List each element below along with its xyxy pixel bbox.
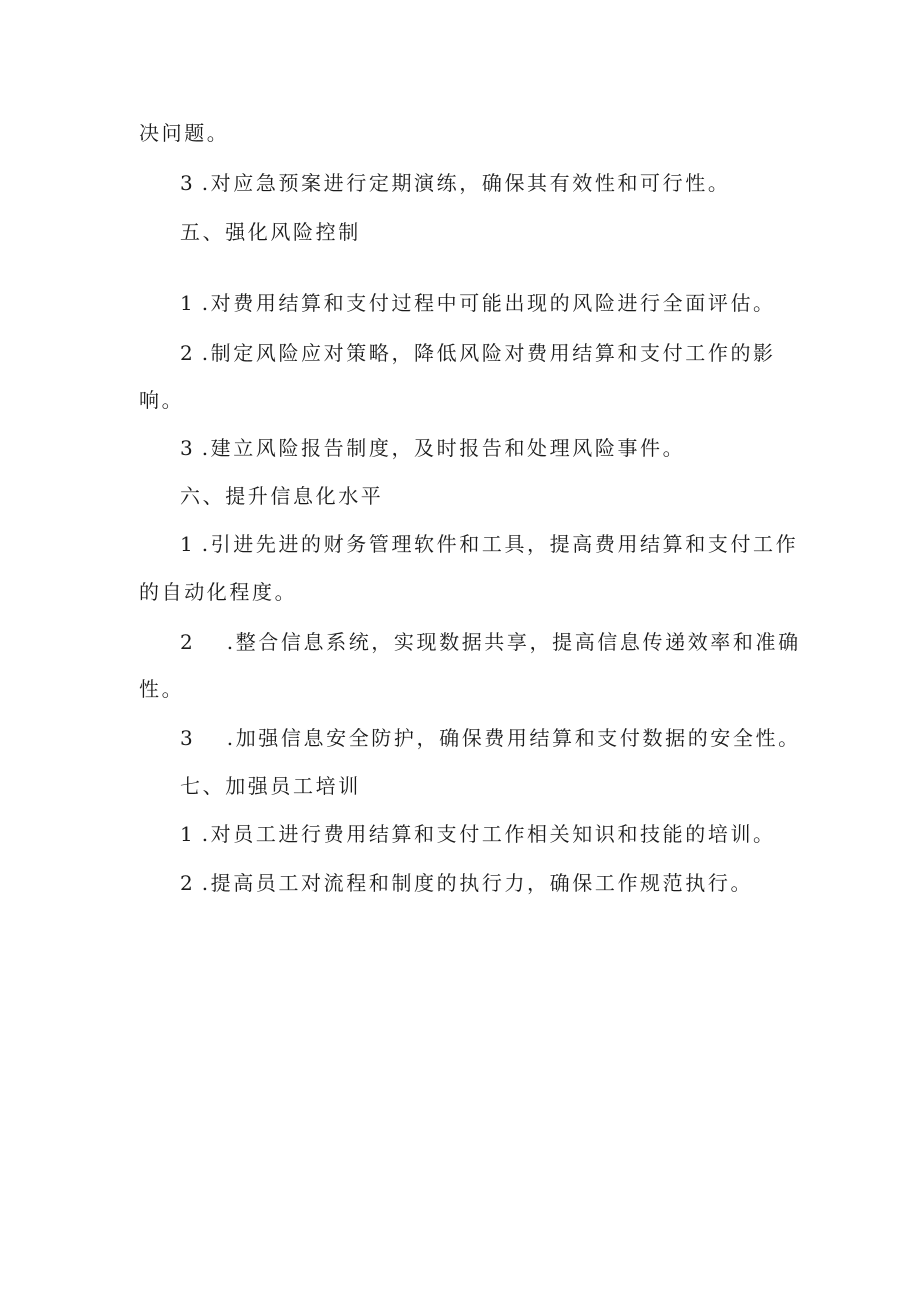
list-number: 3	[180, 171, 193, 195]
section-heading: 六、提升信息化水平	[180, 484, 384, 508]
list-number: 2	[180, 341, 193, 365]
list-item-continuation: 的自动化程度。	[139, 580, 298, 604]
section-heading: 七、加强员工培训	[180, 774, 361, 798]
list-text: .对费用结算和支付过程中可能出现的风险进行全面评估。	[201, 291, 776, 315]
section-heading: 五、强化风险控制	[180, 220, 361, 244]
list-item	[180, 289, 776, 317]
list-text: .整合信息系统，实现数据共享，提高信息传递效率和准确	[226, 630, 801, 654]
list-number: 2	[180, 630, 193, 654]
list-text: .对应急预案进行定期演练，确保其有效性和可行性。	[201, 171, 731, 195]
list-item	[180, 869, 753, 897]
list-item	[180, 628, 801, 656]
list-item-continuation: 性。	[139, 677, 185, 701]
list-number: 2	[180, 871, 193, 895]
list-number: 3	[180, 726, 193, 750]
list-number: 1	[180, 532, 193, 556]
list-item	[180, 724, 801, 752]
list-item-continuation: 响。	[139, 388, 185, 412]
list-item	[180, 434, 685, 462]
list-item	[180, 530, 798, 558]
list-number: 1	[180, 822, 193, 846]
list-item	[180, 820, 776, 848]
list-text: .引进先进的财务管理软件和工具，提高费用结算和支付工作	[201, 532, 799, 556]
list-number: 3	[180, 436, 193, 460]
list-text: .提高员工对流程和制度的执行力，确保工作规范执行。	[201, 871, 754, 895]
list-text: .制定风险应对策略，降低风险对费用结算和支付工作的影	[201, 341, 776, 365]
list-item	[180, 169, 730, 197]
list-number: 1	[180, 291, 193, 315]
paragraph-continuation: 决问题。	[139, 121, 230, 145]
list-text: .建立风险报告制度，及时报告和处理风险事件。	[201, 436, 686, 460]
list-text: .加强信息安全防护，确保费用结算和支付数据的安全性。	[226, 726, 801, 750]
list-text: .对员工进行费用结算和支付工作相关知识和技能的培训。	[201, 822, 776, 846]
list-item	[180, 339, 776, 367]
